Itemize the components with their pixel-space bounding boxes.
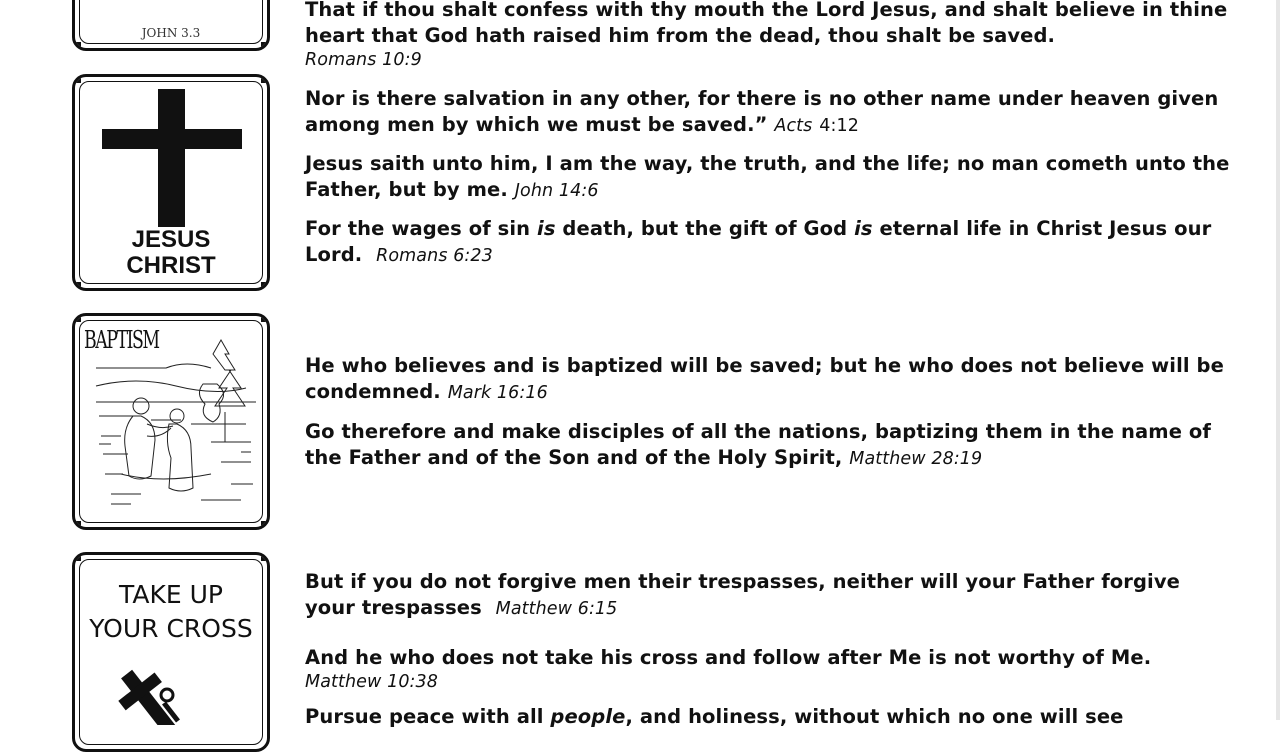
verse-reference: Matthew 10:38	[305, 672, 439, 692]
verse-hebrews-12-14-partial	[305, 704, 1235, 730]
verse-text-part: death, but the gift of God	[555, 217, 855, 240]
verse-text-part: Pursue peace with all	[305, 705, 551, 728]
cross-card-line2: YOUR CROSS	[89, 614, 253, 643]
jesus-card-line1: JESUS	[131, 226, 211, 253]
cross-card-line1: TAKE UP	[119, 580, 223, 609]
verse-text: And he who does not take his cross and follow after Me is not worthy of Me.	[305, 646, 1152, 669]
verse-matthew-10-38	[305, 645, 1235, 695]
take-up-cross-card	[72, 552, 270, 752]
verse-matthew-28-19	[305, 419, 1235, 472]
cross-icon	[72, 85, 270, 235]
verse-reference: Romans 10:9	[305, 50, 422, 70]
verse-reference: Mark 16:16	[447, 383, 548, 403]
verse-romans-10-9	[305, 0, 1235, 73]
john-card-caption: JOHN 3.3	[141, 26, 201, 40]
verse-text-part: , and holiness, without which no one will see	[625, 705, 1124, 728]
verse-mark-16-16	[305, 353, 1235, 406]
verse-text: Go therefore and make disciples of all the nations, baptizing them in the name of the Father and of the Son and of the Holy Spirit,	[305, 420, 1211, 469]
verse-text-part: For the wages of sin	[305, 217, 538, 240]
verse-text-part: eternal life in Christ Jesus our Lord.	[305, 217, 1212, 266]
verse-text: But if you do not forgive men their trespasses, neither will your Father forgive your trespasses	[305, 570, 1180, 619]
carrying-cross-icon	[72, 665, 270, 725]
verse-reference: John 14:6	[514, 181, 599, 201]
verse-emphasis: is	[854, 217, 873, 240]
verse-text: Jesus saith unto him, I am the way, the truth, and the life; no man cometh unto the Father, but by me.	[305, 152, 1230, 201]
verse-acts-4-12	[305, 86, 1235, 139]
verse-reference: Matthew 28:19	[849, 449, 983, 469]
baptism-card-title: BAPTISM	[84, 326, 159, 354]
verse-reference-number: 4:12	[819, 116, 859, 136]
verse-emphasis: people	[550, 705, 626, 728]
verse-romans-6-23	[305, 216, 1235, 269]
verse-matthew-6-15	[305, 569, 1235, 622]
baptism-illustration	[81, 324, 261, 514]
verse-john-14-6	[305, 151, 1235, 204]
verse-reference: Matthew 6:15	[495, 599, 618, 619]
verse-emphasis: is	[537, 217, 556, 240]
verse-reference-book: Acts	[774, 116, 813, 136]
jesus-christ-card	[72, 74, 270, 291]
verse-text: He who believes and is baptized will be saved; but he who does not believe will be condemned.	[305, 354, 1224, 403]
verse-text: Nor is there salvation in any other, for there is no other name under heaven given among men by which we must be saved.”	[305, 87, 1219, 136]
jesus-card-line2: CHRIST	[126, 252, 216, 279]
verse-text: That if thou shalt confess with thy mouth the Lord Jesus, and shalt believe in thine heart that God hath raised him from the dead, thou shalt be saved.	[305, 0, 1228, 47]
page-scrollbar[interactable]	[1276, 0, 1280, 720]
john-card	[72, 0, 270, 51]
verse-reference: Romans 6:23	[376, 246, 493, 266]
baptism-card	[72, 313, 270, 530]
